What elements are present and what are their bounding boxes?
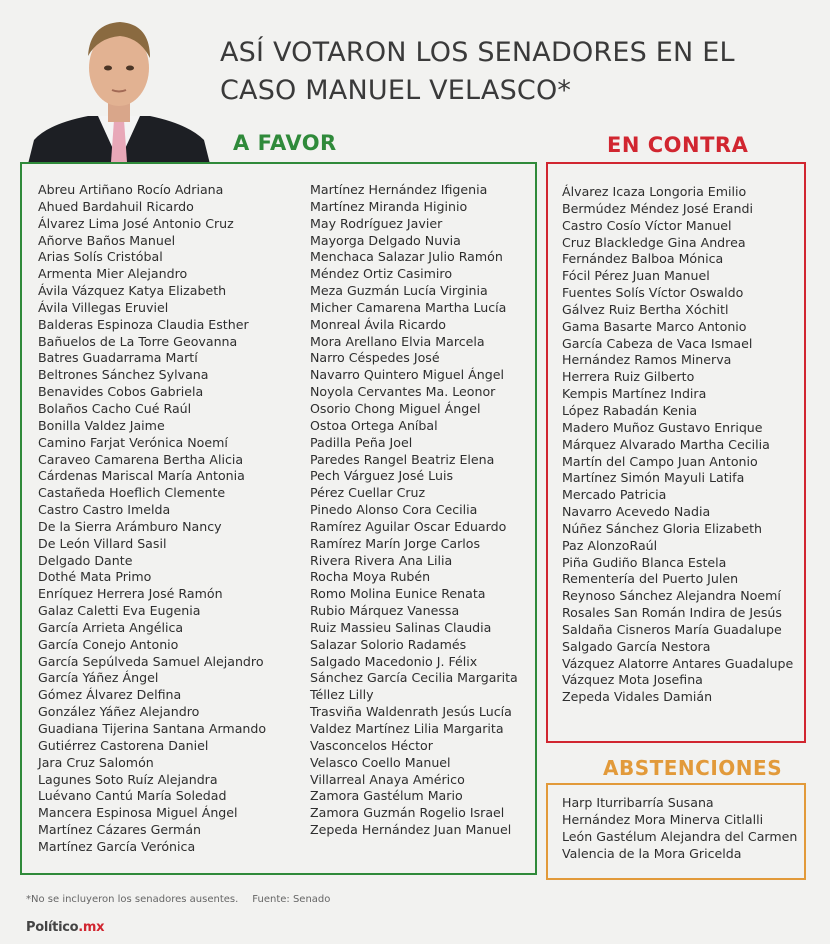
senator-name: Martínez Simón Mayuli Latifa <box>562 470 745 486</box>
senator-name: Martínez Cázares Germán <box>38 822 202 838</box>
footnote <box>26 894 330 905</box>
senator-name: Fuentes Solís Víctor Oswaldo <box>562 285 744 301</box>
senator-name: León Gastélum Alejandra del Carmen <box>562 828 798 844</box>
senator-name: Gutiérrez Castorena Daniel <box>38 737 209 753</box>
senator-name: Pinedo Alonso Cora Cecilia <box>310 502 478 518</box>
logo-main: Político <box>26 920 79 935</box>
senator-name: Ávila Vázquez Katya Elizabeth <box>38 283 227 299</box>
senator-name: Castro Cosío Víctor Manuel <box>562 217 732 233</box>
senator-name: Reynoso Sánchez Alejandra Noemí <box>562 588 781 604</box>
senator-name: Mayorga Delgado Nuvia <box>310 232 461 248</box>
senator-name: Rosales San Román Indira de Jesús <box>562 605 782 621</box>
senator-name: Osorio Chong Miguel Ángel <box>310 400 481 416</box>
senator-name: Madero Muñoz Gustavo Enrique <box>562 419 763 435</box>
senator-name: Batres Guadarrama Martí <box>38 350 198 366</box>
senator-name: Hernández Mora Minerva Citlalli <box>562 811 764 827</box>
footnote-text: *No se incluyeron los senadores ausentes. <box>26 894 239 905</box>
senator-name: Ramírez Aguilar Oscar Eduardo <box>310 518 507 534</box>
senator-name: García Arrieta Angélica <box>38 619 184 635</box>
senator-name: Bolaños Cacho Cué Raúl <box>38 400 192 416</box>
senator-name: Bonilla Valdez Jaime <box>38 417 165 433</box>
title-line-1: ASÍ VOTARON LOS SENADORES EN EL <box>220 37 735 68</box>
senator-name: Guadiana Tijerina Santana Armando <box>38 721 267 736</box>
favor-list-column-2 <box>310 182 518 839</box>
senator-name: Álvarez Lima José Antonio Cruz <box>38 215 234 231</box>
senator-name: Sánchez García Cecilia Margarita <box>310 670 518 686</box>
senator-name: Valencia de la Mora Gricelda <box>562 845 742 861</box>
senator-name: Noyola Cervantes Ma. Leonor <box>310 384 496 400</box>
senator-name: Micher Camarena Martha Lucía <box>310 299 507 315</box>
senator-name: Castro Castro Imelda <box>38 502 171 518</box>
senator-name: Martínez García Verónica <box>38 838 196 854</box>
senator-name: Añorve Baños Manuel <box>38 232 176 248</box>
favor-list-column-1 <box>38 182 266 856</box>
senator-name: Ahued Bardahuil Ricardo <box>38 198 194 214</box>
section-heading-favor: A FAVOR <box>233 131 337 155</box>
senator-name: Beltrones Sánchez Sylvana <box>38 367 209 383</box>
senator-name: Rubio Márquez Vanessa <box>310 603 460 619</box>
section-heading-abstenciones: ABSTENCIONES <box>603 756 783 780</box>
senator-name: Narro Céspedes José <box>310 350 440 366</box>
senator-name: Saldaña Cisneros María Guadalupe <box>562 621 782 637</box>
senator-name: García Cabeza de Vaca Ismael <box>562 335 753 351</box>
senator-name: Galaz Caletti Eva Eugenia <box>38 603 201 619</box>
senator-name: Villarreal Anaya Américo <box>310 771 465 787</box>
senator-name: May Rodríguez Javier <box>310 215 443 231</box>
senator-name: Navarro Quintero Miguel Ángel <box>310 367 504 383</box>
senator-name: Méndez Ortiz Casimiro <box>310 266 453 282</box>
senator-name: Dothé Mata Primo <box>38 569 152 585</box>
senator-name: Enríquez Herrera José Ramón <box>38 586 223 602</box>
senator-name: Luévano Cantú María Soledad <box>38 788 227 804</box>
senator-name: García Yáñez Ángel <box>38 670 159 686</box>
senator-name: Caraveo Camarena Bertha Alicia <box>38 451 244 467</box>
senator-name: Zepeda Hernández Juan Manuel <box>310 822 512 838</box>
senator-name: Ruiz Massieu Salinas Claudia <box>310 619 492 635</box>
senator-name: Herrera Ruiz Gilberto <box>562 369 695 385</box>
senator-name: Pech Várguez José Luis <box>310 468 454 484</box>
senator-name: Bañuelos de La Torre Geovanna <box>38 333 238 349</box>
senator-name: Vázquez Mota Josefina <box>562 672 703 688</box>
senator-name: Monreal Ávila Ricardo <box>310 316 447 332</box>
senator-name: Navarro Acevedo Nadia <box>562 504 711 520</box>
senator-name: Harp Iturribarría Susana <box>562 795 714 810</box>
senator-name: Meza Guzmán Lucía Virginia <box>310 283 488 299</box>
senator-name: Benavides Cobos Gabriela <box>38 384 204 400</box>
senator-name: García Conejo Antonio <box>38 636 179 652</box>
senator-name: Salgado Macedonio J. Félix <box>310 653 478 669</box>
section-heading-contra: EN CONTRA <box>607 133 749 157</box>
senator-name: Lagunes Soto Ruíz Alejandra <box>38 771 218 787</box>
senator-name: De la Sierra Arámburo Nancy <box>38 518 222 534</box>
senator-name: Bermúdez Méndez José Erandi <box>562 200 753 216</box>
senator-name: Balderas Espinoza Claudia Esther <box>38 316 249 332</box>
senator-name: Ostoa Ortega Aníbal <box>310 417 438 433</box>
senator-name: Zamora Gastélum Mario <box>310 788 463 804</box>
senator-name: Armenta Mier Alejandro <box>38 266 188 282</box>
senator-name: Rivera Rivera Ana Lilia <box>310 552 453 568</box>
senator-name: Camino Farjat Verónica Noemí <box>38 434 228 450</box>
senator-name: Cruz Blackledge Gina Andrea <box>562 234 746 250</box>
source-text: Fuente: Senado <box>252 894 331 905</box>
senator-name: Mancera Espinosa Miguel Ángel <box>38 805 238 821</box>
senator-name: López Rabadán Kenia <box>562 402 698 418</box>
senator-name: Salazar Solorio Radamés <box>310 636 467 652</box>
senator-name: Téllez Lilly <box>310 687 374 703</box>
senator-name: Ramírez Marín Jorge Carlos <box>310 535 481 551</box>
senator-name: De León Villard Sasil <box>38 535 167 551</box>
senator-name: Valdez Martínez Lilia Margarita <box>310 721 504 736</box>
senator-name: González Yáñez Alejandro <box>38 704 200 720</box>
senator-name: Mora Arellano Elvia Marcela <box>310 333 485 349</box>
senator-name: Mercado Patricia <box>562 487 667 503</box>
page-title <box>220 34 820 110</box>
senator-name: Romo Molina Eunice Renata <box>310 586 486 602</box>
politico-logo <box>26 920 104 935</box>
senator-name: Martín del Campo Juan Antonio <box>562 453 758 469</box>
senator-portrait <box>28 12 210 164</box>
senator-name: Zepeda Vidales Damián <box>562 689 713 705</box>
senator-name: Velasco Coello Manuel <box>310 754 451 770</box>
senator-name: Vázquez Alatorre Antares Guadalupe <box>562 655 794 671</box>
senator-name: Kempis Martínez Indira <box>562 386 707 402</box>
senator-name: Gálvez Ruiz Bertha Xóchitl <box>562 301 729 317</box>
senator-name: Arias Solís Cristóbal <box>38 249 163 265</box>
senator-name: Martínez Hernández Ifigenia <box>310 182 488 197</box>
title-line-2: CASO MANUEL VELASCO* <box>220 75 572 106</box>
senator-name: Martínez Miranda Higinio <box>310 198 468 214</box>
senator-name: Jara Cruz Salomón <box>38 754 154 770</box>
senator-name: Núñez Sánchez Gloria Elizabeth <box>562 520 763 536</box>
senator-name: Ávila Villegas Eruviel <box>38 299 169 315</box>
senator-name: Delgado Dante <box>38 552 133 568</box>
senator-name: García Sepúlveda Samuel Alejandro <box>38 653 264 669</box>
senator-name: Menchaca Salazar Julio Ramón <box>310 249 503 265</box>
abstenciones-list <box>562 795 797 862</box>
senator-name: Salgado García Nestora <box>562 638 711 654</box>
senator-name: Fernández Balboa Mónica <box>562 251 724 267</box>
senator-name: Abreu Artiñano Rocío Adriana <box>38 182 224 197</box>
senator-name: Paredes Rangel Beatriz Elena <box>310 451 495 467</box>
senator-name: Hernández Ramos Minerva <box>562 352 732 368</box>
senator-name: Castañeda Hoeflich Clemente <box>38 485 226 501</box>
senator-name: Rocha Moya Rubén <box>310 569 431 585</box>
senator-name: Vasconcelos Héctor <box>310 737 433 753</box>
senator-name: Pérez Cuellar Cruz <box>310 485 426 501</box>
senator-name: Márquez Alvarado Martha Cecilia <box>562 436 770 452</box>
senator-name: Cárdenas Mariscal María Antonia <box>38 468 245 484</box>
logo-tld: .mx <box>78 920 105 935</box>
senator-name: Gómez Álvarez Delfina <box>38 687 182 703</box>
senator-name: Rementería del Puerto Julen <box>562 571 739 587</box>
senator-name: Piña Gudiño Blanca Estela <box>562 554 727 570</box>
senator-name: Zamora Guzmán Rogelio Israel <box>310 805 505 821</box>
senator-name: Paz AlonzoRaúl <box>562 537 658 553</box>
senator-name: Álvarez Icaza Longoria Emilio <box>562 184 747 199</box>
senator-name: Fócil Pérez Juan Manuel <box>562 268 710 284</box>
senator-name: Gama Basarte Marco Antonio <box>562 318 747 334</box>
contra-list <box>562 184 793 706</box>
senator-name: Trasviña Waldenrath Jesús Lucía <box>310 704 512 720</box>
senator-name: Padilla Peña Joel <box>310 434 413 450</box>
